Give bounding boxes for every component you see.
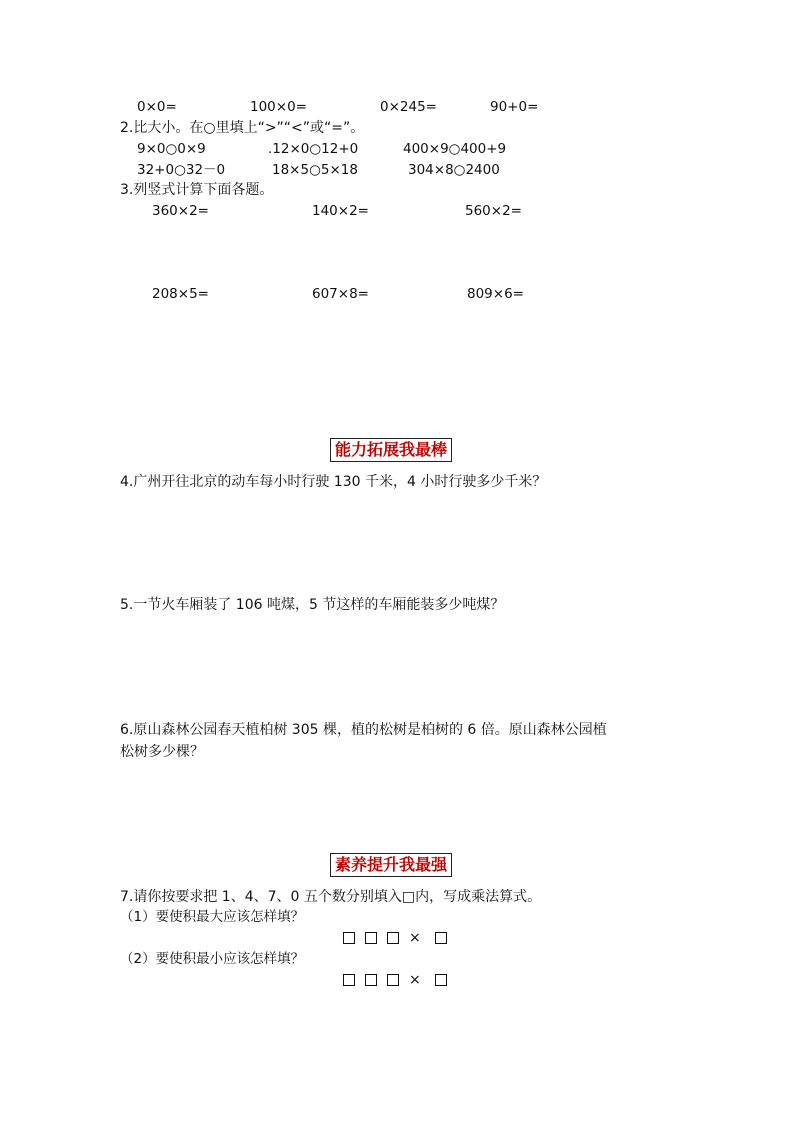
vertical-calc-item: 360×2= bbox=[152, 203, 209, 219]
question-6-line-1: 6.原山森林公园春天植柏树 305 棵，植的松树是柏树的 6 倍。原山森林公园植 bbox=[120, 722, 607, 738]
compare-item: 18×5○5×18 bbox=[272, 162, 358, 178]
multiply-sign: × bbox=[409, 972, 425, 988]
vertical-calc-item: 140×2= bbox=[312, 203, 369, 219]
vertical-calc-item: 560×2= bbox=[465, 203, 522, 219]
question-7-sub-2: （2）要使积最小应该怎样填？ bbox=[120, 951, 305, 967]
problem-90plus0: 90+0= bbox=[490, 99, 539, 115]
problem-100x0: 100×0= bbox=[250, 99, 307, 115]
question-7-title: 7.请你按要求把 1、4、7、0 五个数分别填入□内，写成乘法算式。 bbox=[120, 889, 542, 905]
answer-box[interactable] bbox=[435, 932, 447, 944]
vertical-calc-item: 607×8= bbox=[312, 286, 369, 302]
question-6-line-2: 松树多少棵？ bbox=[120, 744, 204, 760]
vertical-calc-item: 809×6= bbox=[467, 286, 524, 302]
answer-box[interactable] bbox=[343, 932, 355, 944]
question-5: 5.一节火车厢装了 106 吨煤，5 节这样的车厢能装多少吨煤？ bbox=[120, 597, 505, 613]
answer-box[interactable] bbox=[343, 974, 355, 986]
compare-item: .12×0○12+0 bbox=[268, 141, 359, 157]
compare-item: 304×8○2400 bbox=[408, 162, 500, 178]
section-banner-literacy: 素养提升我最强 bbox=[330, 853, 452, 877]
vertical-calc-item: 208×5= bbox=[152, 286, 209, 302]
problem-0x245: 0×245= bbox=[380, 99, 437, 115]
answer-boxes-min bbox=[338, 972, 452, 988]
compare-item: 400×9○400+9 bbox=[403, 141, 507, 157]
section-banner-ability: 能力拓展我最棒 bbox=[330, 438, 452, 462]
compare-item: 32+0○32－0 bbox=[137, 162, 226, 178]
answer-box[interactable] bbox=[387, 974, 399, 986]
answer-box[interactable] bbox=[365, 974, 377, 986]
problem-0x0: 0×0= bbox=[137, 99, 177, 115]
question-3-title: 3.列竖式计算下面各题。 bbox=[120, 182, 274, 198]
answer-box[interactable] bbox=[387, 932, 399, 944]
question-4: 4.广州开往北京的动车每小时行驶 130 千米，4 小时行驶多少千米？ bbox=[120, 474, 547, 490]
answer-box[interactable] bbox=[365, 932, 377, 944]
question-2-title: 2.比大小。在○里填上“>”“<”或“=”。 bbox=[120, 120, 365, 136]
compare-item: 9×0○0×9 bbox=[137, 141, 206, 157]
answer-boxes-max bbox=[338, 930, 452, 946]
question-7-sub-1: （1）要使积最大应该怎样填？ bbox=[120, 909, 305, 925]
answer-box[interactable] bbox=[435, 974, 447, 986]
multiply-sign: × bbox=[409, 930, 425, 946]
